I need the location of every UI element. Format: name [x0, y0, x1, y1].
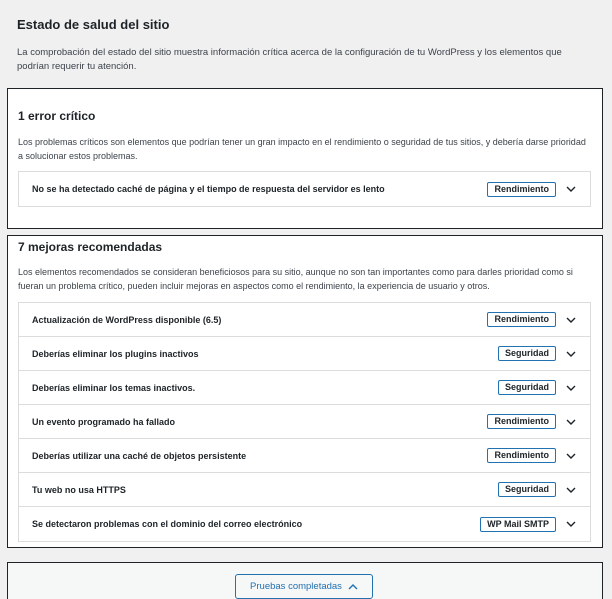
critical-issue-list	[18, 171, 591, 207]
issue-label: Deberías eliminar los temas inactivos.	[32, 382, 196, 393]
issue-row[interactable]	[19, 405, 590, 439]
recommended-issues-section	[7, 235, 603, 548]
footer-panel	[7, 562, 603, 599]
issue-row[interactable]	[19, 337, 590, 371]
issue-badge: Seguridad	[498, 380, 556, 395]
issue-label: No se ha detectado caché de página y el tiempo de respuesta del servidor es lento	[32, 184, 385, 194]
tests-completed-label: Pruebas completadas	[250, 581, 342, 592]
issue-label: Tu web no usa HTTPS	[32, 484, 126, 495]
issue-row[interactable]	[19, 439, 590, 473]
issue-label: Deberías utilizar una caché de objetos persistente	[32, 450, 247, 461]
issue-row[interactable]	[19, 473, 590, 507]
issue-row[interactable]	[19, 303, 590, 337]
issue-label: Deberías eliminar los plugins inactivos	[32, 348, 199, 359]
page-description: La comprobación del estado del sitio muestra información crítica acerca de la configuración de tu WordPress y los elementos que podrían requerir tu atención.	[17, 47, 562, 72]
chevron-down-icon[interactable]	[566, 315, 576, 325]
chevron-down-icon[interactable]	[566, 417, 576, 427]
critical-section-title: 1 error crítico	[18, 109, 96, 123]
issue-row[interactable]	[19, 172, 590, 206]
issue-row[interactable]	[19, 507, 590, 541]
chevron-up-icon	[348, 582, 358, 592]
tests-completed-button[interactable]	[235, 574, 373, 599]
issue-label: Se detectaron problemas con el dominio del correo electrónico	[32, 519, 303, 529]
chevron-down-icon[interactable]	[566, 349, 576, 359]
issue-badge: Rendimiento	[487, 414, 556, 429]
page-title: Estado de salud del sitio	[17, 17, 170, 32]
chevron-down-icon[interactable]	[566, 519, 576, 529]
issue-row[interactable]	[19, 371, 590, 405]
chevron-down-icon[interactable]	[566, 485, 576, 495]
recommended-issue-list	[18, 302, 591, 542]
recommended-section-description: Los elementos recomendados se consideran beneficiosos para su sitio, aunque no son tan importantes como para darles prioridad como si fueran un problema crítico, pueden incluir mejoras en aspectos como el rendimiento, la experiencia de usuario y otros.	[18, 267, 573, 291]
recommended-section-title: 7 mejoras recomendadas	[18, 240, 163, 254]
issue-badge: WP Mail SMTP	[480, 517, 556, 532]
issue-label: Actualización de WordPress disponible (6.5)	[32, 314, 222, 325]
critical-section-description: Los problemas críticos son elementos que podrían tener un gran impacto en el rendimiento o seguridad de tus sitios, y debería darse prioridad a solucionar estos problemas.	[18, 137, 586, 161]
issue-badge: Rendimiento	[487, 182, 556, 197]
issue-badge: Seguridad	[498, 346, 556, 361]
critical-issues-section	[7, 88, 603, 229]
chevron-down-icon[interactable]	[566, 451, 576, 461]
issue-badge: Rendimiento	[487, 312, 556, 327]
issue-badge: Seguridad	[498, 482, 556, 497]
issue-badge: Rendimiento	[487, 448, 556, 463]
chevron-down-icon[interactable]	[566, 383, 576, 393]
issue-label: Un evento programado ha fallado	[32, 416, 176, 427]
chevron-down-icon[interactable]	[566, 184, 576, 194]
